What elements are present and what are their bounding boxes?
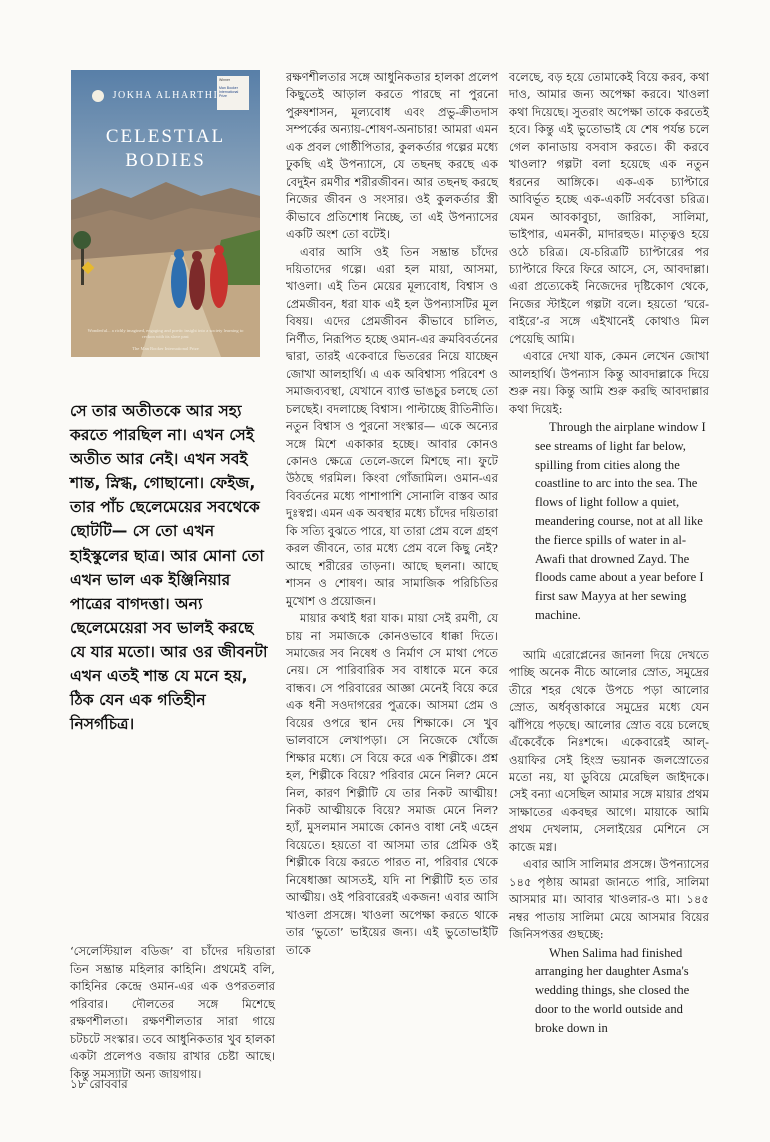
article-column-middle: [286, 69, 498, 959]
book-cover-illustration: [71, 70, 260, 357]
page-folio: ১৮ রোববার: [70, 1077, 128, 1091]
paragraph: এবারে দেখা যাক, কেমন লেখেন জোখা আলহার্থি। উপন্যাস কিন্তু আবদাল্লাকে দিয়ে শুরু নয়। কিন্তু আমি শুরু করছি আবদাল্লার কথা দিয়েই:: [509, 349, 709, 416]
cover-title-line2: BODIES: [125, 150, 206, 171]
article-column-right: [509, 69, 709, 1038]
cover-caption: [70, 943, 275, 1083]
pull-quote-text: সে তার অতীতকে আর সহ্য করতে পারছিল না। এখন সেই অতীত আর নেই। এখন সবই শান্ত, স্নিগ্ধ, গোছানো। ফেইজ, তার পাঁচ ছেলেমেয়ের সবথেকে ছোটটি— সে তো এখন হাইস্কুলের ছাত্র। আর মোনা তো এখন ভাল এক ইঞ্জিনিয়ার পাত্রের বাগদত্তা। অন্য ছেলেমেয়েরা সব ভালই করছে যে যার মতো। আর ওর জীবনটা এখন এতই শান্ত যে মনে হয়, ঠিক যেন এক গতিহীন নিসর্গচিত্র।: [70, 402, 268, 734]
paragraph: এবার আসি ওই তিন সম্ভ্রান্ত চাঁদের দয়িতাদের গল্পে। এরা হল মায়া, আসমা, খাওলা। এই তিন মেয়ের মূল্যবোধ, বিশ্বাস ও প্রেমজীবন, ধরা যাক এই হল উপন্যাসটির মূল বিষয়। এদের প্রেমজীবন কীভাবে চালিত, নির্ণীত, নিরূপিত হচ্ছে ওমান-এর ক্রমবিবর্তনের দ্বারা, তারই একেবারে ভিতরের নিয়ে যাচ্ছেন জোখা আলহার্থি। এ এক অবিশ্বাস্য পরিবেশ ও সমাজব্যবস্থা, যেখানে ব্যাপ্ত ভাঙচুর চলছে তো চলছেই। বদলাচ্ছে বিশ্বাস। পাল্টাচ্ছে রীতিনীতি। নতুন বিশ্বাস ও পুরনো সংস্কার— একে অন্যের সঙ্গে মিশে একাকার হচ্ছে। আবার কোনও কোনও ক্ষেত্রে তেলে-জলে মিশছে না। ফুটে উঠছে গরমিল। কিংবা গোঁজামিল। ওমান-এর বিবর্তনের মধ্যে পাশাপাশি সোনালি বাস্তব আর দুঃস্বপ্ন। এমন এক অবস্থার মধ্যে চাঁদের দয়িতারা কি সত্যি বুঝতে পারে, যা তারা প্রেম বলে গ্রহণ করল জীবনে, তার মধ্যে প্রেম বলে কিছু নেই? আছে শরীরের তাড়না। আছে ছলনা। আছে শাসন ও শোষণ। আর সামাজিক পরিচিতির মুখোশ ও প্রয়োজন।: [286, 244, 498, 608]
cover-blurb-credit: The Man Booker International Prize: [132, 346, 199, 351]
cover-title-line1: CELESTIAL: [105, 126, 226, 147]
cover-blurb: Wonderful... a richly imagined, engaging and poetic insight into a society learning to reckon with its slave past: [87, 328, 244, 339]
paragraph: বলেছে, বড় হয়ে তোমাকেই বিয়ে করব, কথা দাও, আমার জন্য অপেক্ষা করবে। খাওলা কথা দিয়েছে। সুতরাং অপেক্ষা তাকে করতেই হবে। কিন্তু এই ভুতোভাই যে শেষ পর্যন্ত চলে গেল কানাডায় বসবাস করতে। কী করবে খাওলা? গল্পটা বলা হয়েছে এক নতুন ধরনের আঙ্গিকে। এক-এক চ্যাপ্টারে আবির্ভূত হচ্ছে এক-একটি সর্ববেত্তা চরিত্র। যেমন আবকাবুচা, জারিকা, সালিমা, ভাইপার, এমনকী, মাদারহুড। মাতৃত্বও হয়ে ওঠে চরিত্র। যে-চরিত্রটি চ্যাপ্টারের পর চ্যাপ্টারে ফিরে ফিরে আসে, সে, আবদাল্লা। এরা প্রত্যেকেই নিজেদের দৃষ্টিকোণ থেকে, নিজের স্টাইলে গল্পটা বলে। হয়তো ‘ঘরে-বাইরে’-র সঙ্গে এইখানেই কোথাও মিল পেয়েছি আমি।: [509, 70, 709, 346]
caption-text: ‘সেলেস্টিয়াল বডিজ’ বা চাঁদের দয়িতারা তিন সম্ভ্রান্ত মহিলার কাহিনি। প্রথমেই বলি, কাহিনির কেন্দ্রে ওমান-এর এক ওপরতলার পরিবার। দৌলতের সঙ্গে মিশেছে রক্ষণশীলতা। রক্ষণশীলতার সারা গায়ে চটচটে সংস্কার। তবে আধুনিকতার খুব হালকা একটা প্রলেপও বজায় রাখার চেষ্টা আছে। কিন্তু সমস্যাটা অন্য জায়গায়।: [70, 944, 275, 1081]
cover-badge-line1: Winner: [219, 78, 231, 82]
paragraph: এবার আসি সালিমার প্রসঙ্গে। উপন্যাসের ১৪৫ পৃষ্ঠায় আমরা জানতে পারি, সালিমা আসমার মা। আবার খাওলার-ও মা। ১৪৫ নম্বর পাতায় সালিমা মেয়ে আসমার বিয়ের জিনিসপত্তর গুছচ্ছে:: [509, 857, 709, 942]
cover-author: JOKHA ALHARTHI: [112, 90, 219, 101]
english-quote: Through the airplane window I see streams of light far below, spilling from cities along the coastline to arc into the sea. The flows of light follow a quiet, meandering course, not at all like the fierce spills of water in al-Awafi that drowned Zayd. The floods came about a year before I first saw Mayya at her sewing machine.: [535, 420, 706, 623]
book-cover-image: [71, 70, 260, 357]
paragraph: রক্ষণশীলতার সঙ্গে আধুনিকতার হালকা প্রলেপ কিছুতেই আড়াল করতে পারছে না পুরনো পুরুষশাসন, মূল্যবোধ এবং প্রভু-ক্রীতদাস সম্পর্কের অন্যায়-শোষণ-অনাচার! আমরা এমন এক প্রবল গোষ্ঠীপিতার, কুলকর্তার গল্পের মধ্যে ঢুকছি এই উপন্যাসে, যে তছনছ করছে এক বেদুইন রমণীর শরীরজীবন। আর তছনছ করছে নিজের জীবন ও সংসার। ওই কুলকর্তার স্ত্রী কীভাবে প্রতিশোধ নিচ্ছে, তা এই উপন্যাসের একটি অংশ তো বটেই।: [286, 70, 498, 242]
paragraph: আমি এরোপ্লেনের জানলা দিয়ে দেখতে পাচ্ছি অনেক নীচে আলোর স্রোত, সমুদ্রের তীরে শহর থেকে উপচে পড়া আলোর স্রোত, অর্ধবৃত্তাকারে সমুদ্রের মধ্যে যেন ঝাঁপিয়ে পড়ছে। আলোর স্রোত বয়ে চলেছে এঁকেবেঁকে নিঃশব্দে। একেবারেই আল্-ওয়াফির সেই হিংস্র ভয়ানক জলস্রোতের মতো নয়, যা ডুবিয়ে মেরেছিল জাইদকে। সেই বন্যা এসেছিল আমার সঙ্গে মায়ার প্রথম সাক্ষাতের একবছর আগে। মায়াকে আমি প্রথম দেখলাম, সেলাইয়ের মেশিনে সে কাজে মগ্ন।: [509, 647, 709, 854]
english-quote: When Salima had finished arranging her daughter Asma's wedding things, she closed the door to the world outside and broke down in: [535, 945, 690, 1035]
pull-quote: [70, 399, 270, 736]
cover-badge-line2: Man Booker International Prize: [219, 86, 239, 98]
paragraph: মায়ার কথাই ধরা যাক। মায়া সেই রমণী, যে চায় না সমাজকে কোনওভাবে ধাক্কা দিতে। সমাজের সব নিষেধ ও নির্মাণ সে মাথা পেতে নেয়। সে পারিবারিক সব বাধাকে মনে করে বান্ধব। সে পরিবারের আজ্ঞা মেনেই বিয়ে করে এক ধনী সওদাগরের পুত্রকে। আসমা প্রেম ও বিয়ের ওপরে স্থান দেয় শিক্ষাকে। সে খুব ভালবাসে লেখাপড়া। সে নিজেকে খোঁজে শিক্ষার মধ্যে। সে বিয়ে করে এক শিল্পীকে। প্রশ্ন হল, শিল্পীকে বিয়ে? পরিবার মেনে নিল? মেনে নিল, কারণ শিল্পীটি যে তার নিকট আত্মীয়! নিকট আত্মীয়কে বিয়ে? সমাজ মেনে নিল? হ্যাঁ, মুসলমান সমাজে কোনও বাধা নেই এহেন বিয়েতে। হয়তো বা আসমা তার প্রেমিক ওই শিল্পীকে বিয়ে করতে পারত না, পরিবার থেকে নিষেধাজ্ঞা আসতই, যদি না শিল্পীটি হত তার আত্মীয়। ওই পরিবারেরই একজন! এবার আসি খাওলা প্রসঙ্গে। খাওলা অপেক্ষা করতে থাকে তার ‘ভুতো’ ভাইয়ের জন্য। এই ভুতোভাইটি তাকে: [286, 611, 498, 957]
